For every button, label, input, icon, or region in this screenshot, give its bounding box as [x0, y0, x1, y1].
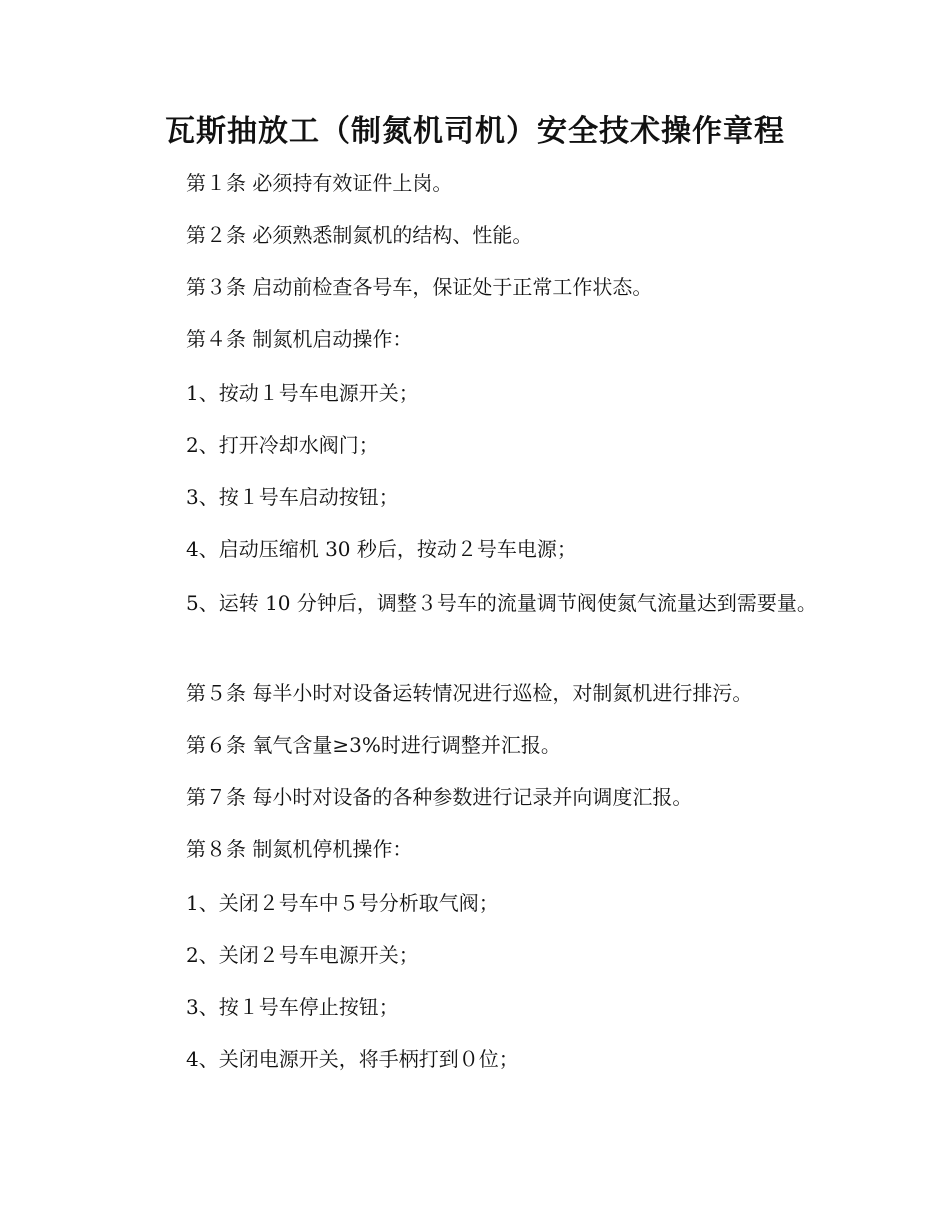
paragraph-startup-step-1: 1、按动１号车电源开关；	[186, 381, 419, 405]
paragraph-article-5: 第５条 每半小时对设备运转情况进行巡检，对制氮机进行排污。	[186, 681, 753, 705]
paragraph-shutdown-step-3: 3、按１号车停止按钮；	[186, 995, 399, 1019]
paragraph-shutdown-step-1: 1、关闭２号车中５号分析取气阀；	[186, 891, 499, 915]
paragraph-startup-step-2: 2、打开冷却水阀门；	[186, 433, 379, 457]
paragraph-startup-step-3: 3、按１号车启动按钮；	[186, 485, 399, 509]
paragraph-shutdown-step-2: 2、关闭２号车电源开关；	[186, 943, 419, 967]
paragraph-startup-step-5: 5、运转 10 分钟后，调整３号车的流量调节阀使氮气流量达到需要量。	[186, 591, 817, 615]
paragraph-article-3: 第３条 启动前检查各号车，保证处于正常工作状态。	[186, 275, 653, 299]
paragraph-shutdown-step-4: 4、关闭电源开关，将手柄打到０位；	[186, 1047, 519, 1071]
paragraph-article-8: 第８条 制氮机停机操作：	[186, 837, 413, 861]
paragraph-article-2: 第２条 必须熟悉制氮机的结构、性能。	[186, 223, 533, 247]
paragraph-article-6: 第６条 氧气含量≥3%时进行调整并汇报。	[186, 733, 561, 757]
paragraph-article-1: 第１条 必须持有效证件上岗。	[186, 171, 453, 195]
paragraph-article-7: 第７条 每小时对设备的各种参数进行记录并向调度汇报。	[186, 785, 693, 809]
paragraph-startup-step-4: 4、启动压缩机 30 秒后，按动２号车电源；	[186, 537, 577, 561]
paragraph-article-4: 第４条 制氮机启动操作：	[186, 327, 413, 351]
document-title: 瓦斯抽放工（制氮机司机）安全技术操作章程	[165, 114, 785, 149]
